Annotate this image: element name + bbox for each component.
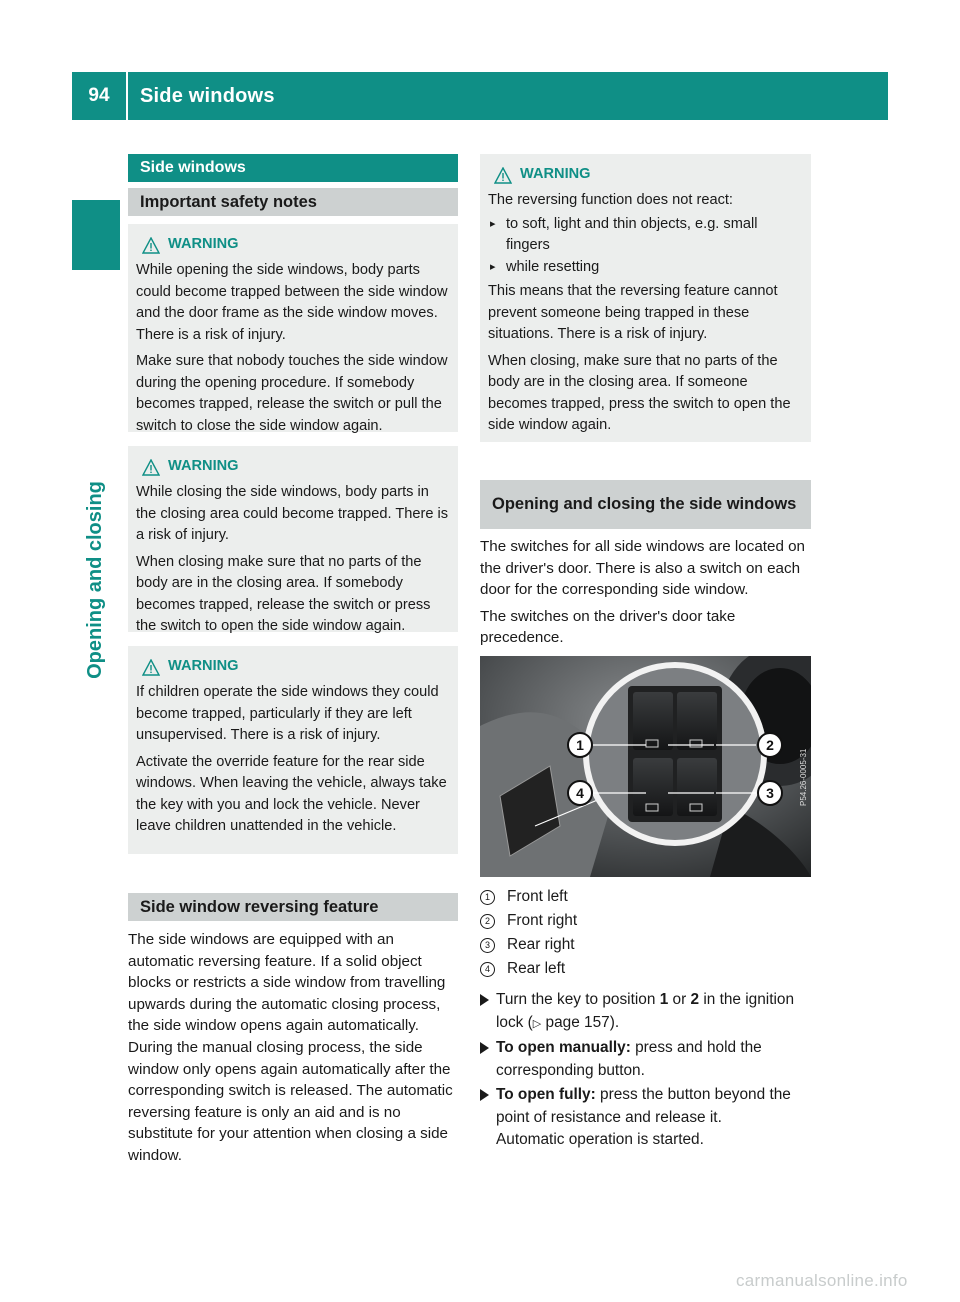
callout-2 — [758, 733, 782, 757]
step-arrow-icon — [480, 1089, 489, 1101]
warning-text: When closing, make sure that no parts of the body are in the closing area. If someone becomes trapped, press the switch to open the side window again. — [488, 352, 791, 433]
step-text: or — [668, 991, 691, 1008]
step-text: press and hold the corresponding button. — [496, 1039, 762, 1079]
legend-number: 1 — [480, 890, 495, 905]
page-title: Side windows — [140, 84, 275, 107]
subsection-title: Important safety notes — [128, 188, 458, 216]
warning-text: This means that the reversing feature cannot prevent someone being trapped in these situations. There is a risk of injury. — [488, 283, 778, 342]
page-ref-icon: ▷ — [532, 1017, 542, 1030]
step-bold: 1 — [659, 991, 669, 1008]
reversing-title: Side window reversing feature — [128, 893, 458, 921]
step-text: Turn the key to position — [496, 991, 660, 1008]
step-arrow-icon — [480, 994, 489, 1006]
warning-intro: The reversing function does not react: — [488, 192, 733, 208]
window-switch-photo — [480, 656, 811, 877]
callout-3 — [758, 781, 782, 805]
warning-triangle-icon — [142, 237, 160, 254]
warning-title: WARNING — [168, 658, 239, 675]
callout-4-label: 4 — [576, 785, 584, 801]
warning-triangle-icon — [142, 459, 160, 476]
open-close-text: The switches on the driver's door take precedence. — [480, 607, 736, 647]
bullet-item: ▸ to soft, light and thin objects, e.g. small fingers — [488, 214, 803, 257]
reversing-body — [128, 929, 460, 1172]
footer-watermark: carmanualsonline.info — [736, 1271, 908, 1290]
callout-4 — [568, 781, 592, 805]
section-title: Side windows — [128, 154, 458, 182]
step-bold: To open fully: — [496, 1086, 596, 1103]
warning-title: WARNING — [520, 166, 591, 183]
warning-text: If children operate the side windows they could become trapped, particularly if they are left unsupervised. There is a risk of injury. — [136, 684, 439, 743]
step-item — [480, 989, 812, 1035]
step-text: in the ignition lock ( — [496, 991, 795, 1031]
warning-header — [142, 234, 450, 256]
open-close-title-text: Opening and closing the side windows — [492, 495, 797, 514]
step-item — [480, 1037, 812, 1082]
legend-item — [480, 909, 810, 933]
callout-1 — [568, 733, 592, 757]
warning-triangle-icon — [494, 167, 512, 184]
warning-text: Activate the override feature for the rear side windows. When leaving the vehicle, always take the key with you and lock the vehicle. Never leave children unattended in the vehicle. — [136, 753, 447, 834]
warning-text: While opening the side windows, body parts could become trapped between the side window and the door frame as the side window moves. There is a risk of injury. — [136, 262, 448, 343]
warning-header — [142, 656, 450, 678]
open-close-body — [480, 536, 813, 654]
page-number: 94 — [88, 85, 110, 106]
callout-legend — [480, 885, 810, 981]
chapter-label-text: Opening and closing — [83, 481, 106, 679]
step-text: Automatic operation is started. — [496, 1131, 704, 1148]
chapter-tab-marker — [72, 200, 120, 270]
warning-box-3 — [128, 646, 458, 854]
legend-item — [480, 933, 810, 957]
warning-header — [494, 164, 803, 186]
legend-label: Front left — [507, 888, 568, 905]
warning-title: WARNING — [168, 236, 239, 253]
warning-text: When closing make sure that no parts of the body are in the closing area. If somebody becomes trapped, release the switch or press the switch to open the side window again. — [136, 553, 431, 634]
callout-3-label: 3 — [766, 785, 774, 801]
reversing-text: The side windows are equipped with an automatic reversing feature. If a solid object blocks or restricts a side window from travelling upwards during the automatic closing process, the side window opens again automatically. During the manual closing process, the side window only opens again automatically after the corresponding switch is released. The automatic reversing feature is only an aid and is no substitute for your attention when closing a side window. — [128, 931, 453, 1164]
warning-box-2 — [128, 446, 458, 632]
instruction-steps — [480, 989, 812, 1154]
header-divider — [126, 72, 128, 120]
legend-number: 2 — [480, 914, 495, 929]
bullet-item: ▸ while resetting — [488, 257, 803, 279]
legend-item — [480, 957, 810, 981]
warning-text: While closing the side windows, body parts in the closing area could become trapped. There is a risk of injury. — [136, 484, 449, 543]
warning-text: Make sure that nobody touches the side window during the opening procedure. If somebody becomes trapped, release the switch or pull the switch to close the side window again. — [136, 353, 448, 434]
warning-box-4 — [480, 154, 811, 442]
legend-label: Rear left — [507, 960, 566, 977]
step-arrow-icon — [480, 1042, 489, 1054]
step-text: press the button beyond the point of resistance and release it. — [496, 1086, 791, 1126]
legend-label: Front right — [507, 912, 578, 929]
legend-item — [480, 885, 810, 909]
legend-number: 4 — [480, 962, 495, 977]
warning-box-1 — [128, 224, 458, 432]
chapter-label — [75, 481, 115, 679]
open-close-text: The switches for all side windows are located on the driver's door. There is also a switch on each door for the corresponding side window. — [480, 538, 806, 599]
warning-title: WARNING — [168, 458, 239, 475]
step-bold: To open manually: — [496, 1039, 631, 1056]
window-switch-illustration — [480, 656, 811, 877]
warning-triangle-icon — [142, 659, 160, 676]
page-reference-link[interactable]: page 157). — [541, 1013, 620, 1031]
warning-header — [142, 456, 450, 478]
callout-2-label: 2 — [766, 737, 774, 753]
callout-1-label: 1 — [576, 737, 584, 753]
step-bold: 2 — [690, 991, 700, 1008]
open-close-title — [480, 480, 811, 529]
legend-number: 3 — [480, 938, 495, 953]
legend-label: Rear right — [507, 936, 575, 953]
step-item — [480, 1084, 812, 1152]
warning-bullets — [488, 214, 803, 279]
image-code: P54.26-0005-31 — [799, 748, 808, 806]
